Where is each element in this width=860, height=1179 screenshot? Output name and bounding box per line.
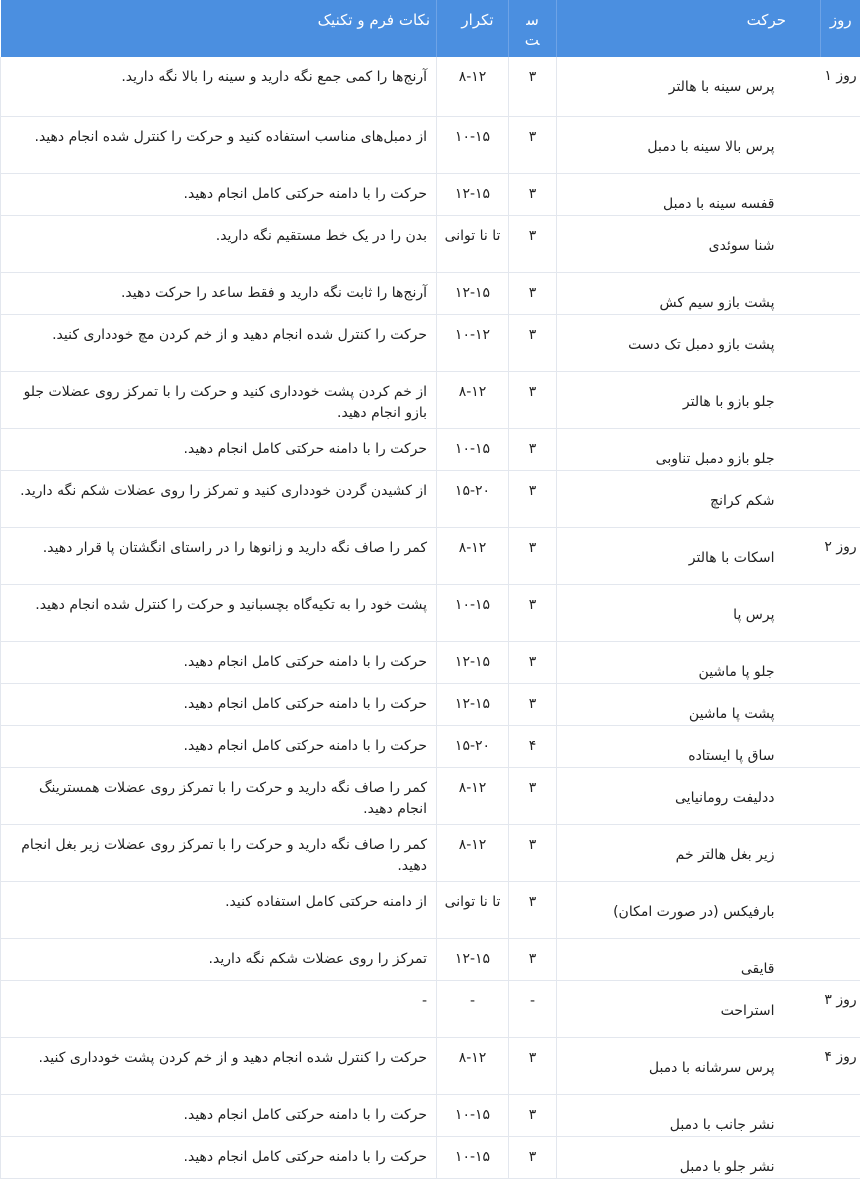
- movement-cell-text: جلو بازو با هالتر: [557, 372, 821, 413]
- movement-cell: [557, 314, 821, 371]
- table-row: [1, 767, 860, 824]
- movement-cell-text: پرس بالا سینه با دمبل: [557, 117, 821, 158]
- sets-cell-text: ۳: [509, 939, 556, 970]
- day-cell: [821, 371, 860, 428]
- reps-cell-text: ۱۵-۲۰: [437, 471, 508, 502]
- tips-cell: [1, 371, 437, 428]
- day-cell: [821, 584, 860, 641]
- tips-cell: [1, 938, 437, 980]
- movement-cell-text: اسکات با هالتر: [557, 528, 821, 569]
- movement-cell-text: پرس سرشانه با دمبل: [557, 1038, 821, 1079]
- day-cell: [821, 470, 860, 527]
- reps-cell: [437, 173, 509, 215]
- tips-cell-text: حرکت را با دامنه حرکتی کامل انجام دهید.: [1, 429, 427, 460]
- sets-cell: [509, 725, 557, 767]
- movement-cell-text: پشت پا ماشین: [557, 684, 821, 725]
- movement-cell: [557, 215, 821, 272]
- movement-cell-text: نشر جانب با دمبل: [557, 1095, 821, 1136]
- sets-cell-text: ۳: [509, 1137, 556, 1168]
- tips-cell-text: بدن را در یک خط مستقیم نگه دارید.: [1, 216, 427, 247]
- tips-cell: [1, 1136, 437, 1178]
- tips-cell: [1, 116, 437, 173]
- reps-cell-text: ۱۰-۱۵: [437, 585, 508, 616]
- movement-cell: [557, 725, 821, 767]
- reps-cell: [437, 428, 509, 470]
- tips-cell-text: از کشیدن گردن خودداری کنید و تمرکز را روی عضلات شکم نگه دارید.: [1, 471, 427, 502]
- table-row: [1, 881, 860, 938]
- tips-cell: [1, 767, 437, 824]
- table-body: [1, 57, 860, 1178]
- tips-cell-text: از دامنه حرکتی کامل استفاده کنید.: [1, 882, 427, 913]
- tips-cell-text: تمرکز را روی عضلات شکم نگه دارید.: [1, 939, 427, 970]
- table-row: [1, 215, 860, 272]
- sets-cell: [509, 683, 557, 725]
- movement-cell-text: زیر بغل هالتر خم: [557, 825, 821, 866]
- day-cell-text: [821, 429, 860, 439]
- sets-cell-text: ۳: [509, 273, 556, 304]
- reps-cell: [437, 371, 509, 428]
- reps-cell: [437, 980, 509, 1037]
- day-cell-text: [821, 273, 860, 283]
- day-cell-text: [821, 471, 860, 481]
- day-cell-text: [821, 684, 860, 694]
- sets-cell-text: ۳: [509, 768, 556, 799]
- tips-cell: [1, 725, 437, 767]
- tips-cell: [1, 215, 437, 272]
- day-cell-text: [821, 372, 860, 382]
- reps-cell: [437, 824, 509, 881]
- reps-cell: [437, 272, 509, 314]
- movement-cell: [557, 767, 821, 824]
- movement-cell: [557, 980, 821, 1037]
- movement-cell-text: قایقی: [557, 939, 821, 980]
- day-cell: [821, 527, 860, 584]
- day-cell: [821, 881, 860, 938]
- reps-cell-text: ۱۲-۱۵: [437, 939, 508, 970]
- table-row: [1, 314, 860, 371]
- day-cell: [821, 938, 860, 980]
- sets-cell: [509, 215, 557, 272]
- reps-cell: [437, 584, 509, 641]
- day-cell-text: [821, 1137, 860, 1147]
- table-row: [1, 57, 860, 116]
- tips-cell: [1, 428, 437, 470]
- reps-cell-text: ۸-۱۲: [437, 57, 508, 88]
- tips-cell-text: حرکت را با دامنه حرکتی کامل انجام دهید.: [1, 684, 427, 715]
- day-cell: [821, 428, 860, 470]
- day-cell-text: [821, 825, 860, 835]
- movement-cell-text: پشت بازو سیم کش: [557, 273, 821, 314]
- day-cell-text: روز ۴: [821, 1038, 860, 1067]
- tips-cell-text: -: [1, 981, 427, 1012]
- sets-cell-text: ۴: [509, 726, 556, 757]
- header-day: روز: [821, 0, 860, 57]
- table-row: [1, 1136, 860, 1178]
- reps-cell-text: -: [437, 981, 508, 1012]
- reps-cell-text: تا نا توانی: [437, 216, 508, 247]
- sets-cell-text: ۳: [509, 117, 556, 148]
- movement-cell-text: ددلیفت رومانیایی: [557, 768, 821, 809]
- movement-cell: [557, 116, 821, 173]
- movement-cell: [557, 57, 821, 116]
- header-tips: نکات فرم و تکنیک: [1, 0, 437, 57]
- movement-cell: [557, 1136, 821, 1178]
- movement-cell-text: پشت بازو دمبل تک دست: [557, 315, 821, 356]
- reps-cell-text: ۸-۱۲: [437, 372, 508, 403]
- tips-cell: [1, 173, 437, 215]
- sets-cell: [509, 980, 557, 1037]
- sets-cell: [509, 584, 557, 641]
- tips-cell-text: حرکت را با دامنه حرکتی کامل انجام دهید.: [1, 1095, 427, 1126]
- movement-cell-text: شنا سوئدی: [557, 216, 821, 257]
- tips-cell: [1, 824, 437, 881]
- reps-cell-text: ۱۰-۱۵: [437, 1095, 508, 1126]
- sets-cell-text: ۳: [509, 174, 556, 205]
- tips-cell-text: حرکت را کنترل شده انجام دهید و از خم کردن پشت خودداری کنید.: [1, 1038, 427, 1069]
- day-cell: [821, 57, 860, 116]
- movement-cell: [557, 272, 821, 314]
- day-cell: [821, 215, 860, 272]
- reps-cell: [437, 314, 509, 371]
- reps-cell: [437, 1094, 509, 1136]
- tips-cell-text: حرکت را با دامنه حرکتی کامل انجام دهید.: [1, 642, 427, 673]
- movement-cell-text: ساق پا ایستاده: [557, 726, 821, 767]
- day-cell-text: [821, 768, 860, 778]
- sets-cell-text: ۳: [509, 684, 556, 715]
- day-cell-text: روز ۱: [821, 57, 860, 86]
- sets-cell: [509, 314, 557, 371]
- movement-cell-text: شکم کرانچ: [557, 471, 821, 512]
- table-row: [1, 641, 860, 683]
- day-cell: [821, 641, 860, 683]
- day-cell-text: [821, 939, 860, 949]
- sets-cell: [509, 881, 557, 938]
- header-reps: تکرار: [437, 0, 509, 57]
- header-sets: ست: [509, 0, 557, 57]
- tips-cell: [1, 980, 437, 1037]
- tips-cell: [1, 881, 437, 938]
- reps-cell-text: تا نا توانی: [437, 882, 508, 913]
- movement-cell-text: قفسه سینه با دمبل: [557, 174, 821, 215]
- sets-cell-text: ۳: [509, 882, 556, 913]
- table-row: [1, 683, 860, 725]
- reps-cell-text: ۱۲-۱۵: [437, 684, 508, 715]
- day-cell: [821, 1094, 860, 1136]
- sets-cell-text: ۳: [509, 315, 556, 346]
- table-header-row: [1, 0, 860, 57]
- reps-cell-text: ۱۲-۱۵: [437, 642, 508, 673]
- tips-cell-text: آرنج‌ها را کمی جمع نگه دارید و سینه را بالا نگه دارید.: [1, 57, 427, 88]
- tips-cell: [1, 584, 437, 641]
- reps-cell-text: ۱۵-۲۰: [437, 726, 508, 757]
- movement-cell: [557, 683, 821, 725]
- day-cell: [821, 1037, 860, 1094]
- reps-cell: [437, 215, 509, 272]
- table-row: [1, 272, 860, 314]
- movement-cell: [557, 371, 821, 428]
- reps-cell-text: ۱۲-۱۵: [437, 174, 508, 205]
- reps-cell: [437, 767, 509, 824]
- reps-cell: [437, 527, 509, 584]
- sets-cell-text: ۳: [509, 429, 556, 460]
- sets-cell-text: ۳: [509, 57, 556, 88]
- sets-cell: [509, 428, 557, 470]
- sets-cell: [509, 57, 557, 116]
- reps-cell: [437, 881, 509, 938]
- day-cell-text: [821, 726, 860, 736]
- sets-cell: [509, 470, 557, 527]
- tips-cell-text: کمر را صاف نگه دارید و حرکت را با تمرکز روی عضلات زیر بغل انجام دهید.: [1, 825, 427, 877]
- reps-cell: [437, 116, 509, 173]
- day-cell: [821, 767, 860, 824]
- table-row: [1, 116, 860, 173]
- tips-cell-text: حرکت را با دامنه حرکتی کامل انجام دهید.: [1, 174, 427, 205]
- reps-cell: [437, 683, 509, 725]
- tips-cell-text: حرکت را با دامنه حرکتی کامل انجام دهید.: [1, 1137, 427, 1168]
- reps-cell-text: ۱۰-۱۵: [437, 1137, 508, 1168]
- sets-cell: [509, 1136, 557, 1178]
- tips-cell-text: حرکت را با دامنه حرکتی کامل انجام دهید.: [1, 726, 427, 757]
- sets-cell: [509, 116, 557, 173]
- reps-cell-text: ۱۰-۱۲: [437, 315, 508, 346]
- day-cell: [821, 725, 860, 767]
- reps-cell-text: ۸-۱۲: [437, 768, 508, 799]
- tips-cell-text: حرکت را کنترل شده انجام دهید و از خم کردن مچ خودداری کنید.: [1, 315, 427, 346]
- day-cell-text: [821, 1095, 860, 1105]
- sets-cell: [509, 173, 557, 215]
- table-row: [1, 428, 860, 470]
- day-cell: [821, 272, 860, 314]
- movement-cell: [557, 428, 821, 470]
- tips-cell-text: از دمبل‌های مناسب استفاده کنید و حرکت را کنترل شده انجام دهید.: [1, 117, 427, 148]
- sets-cell-text: ۳: [509, 1095, 556, 1126]
- movement-cell-text: بارفیکس (در صورت امکان): [557, 882, 821, 923]
- day-cell: [821, 683, 860, 725]
- header-movement: حرکت: [557, 0, 821, 57]
- movement-cell: [557, 824, 821, 881]
- day-cell: [821, 173, 860, 215]
- tips-cell: [1, 527, 437, 584]
- day-cell-text: [821, 642, 860, 652]
- sets-cell-text: ۳: [509, 642, 556, 673]
- day-cell: [821, 824, 860, 881]
- table-row: [1, 371, 860, 428]
- movement-cell: [557, 1094, 821, 1136]
- sets-cell-text: ۳: [509, 825, 556, 856]
- day-cell-text: [821, 315, 860, 325]
- sets-cell-text: -: [509, 981, 556, 1012]
- day-cell: [821, 314, 860, 371]
- table-row: [1, 824, 860, 881]
- reps-cell: [437, 470, 509, 527]
- reps-cell: [437, 57, 509, 116]
- movement-cell: [557, 527, 821, 584]
- reps-cell-text: ۸-۱۲: [437, 825, 508, 856]
- sets-cell-text: ۳: [509, 585, 556, 616]
- reps-cell-text: ۱۰-۱۵: [437, 117, 508, 148]
- reps-cell-text: ۱۲-۱۵: [437, 273, 508, 304]
- movement-cell: [557, 584, 821, 641]
- sets-cell: [509, 272, 557, 314]
- sets-cell-text: ۳: [509, 372, 556, 403]
- reps-cell: [437, 725, 509, 767]
- tips-cell-text: آرنج‌ها را ثابت نگه دارید و فقط ساعد را حرکت دهید.: [1, 273, 427, 304]
- table-row: [1, 584, 860, 641]
- tips-cell: [1, 314, 437, 371]
- tips-cell-text: کمر را صاف نگه دارید و زانوها را در راستای انگشتان پا قرار دهید.: [1, 528, 427, 559]
- movement-cell-text: پرس پا: [557, 585, 821, 626]
- day-cell-text: [821, 585, 860, 595]
- tips-cell: [1, 1094, 437, 1136]
- sets-cell: [509, 641, 557, 683]
- reps-cell: [437, 938, 509, 980]
- tips-cell: [1, 272, 437, 314]
- movement-cell-text: پرس سینه با هالتر: [557, 57, 821, 98]
- sets-cell: [509, 824, 557, 881]
- tips-cell-text: از خم کردن پشت خودداری کنید و حرکت را با تمرکز روی عضلات جلو بازو انجام دهید.: [1, 372, 427, 424]
- reps-cell-text: ۸-۱۲: [437, 528, 508, 559]
- movement-cell: [557, 881, 821, 938]
- movement-cell: [557, 938, 821, 980]
- table-row: [1, 725, 860, 767]
- tips-cell-text: کمر را صاف نگه دارید و حرکت را با تمرکز روی عضلات همسترینگ انجام دهید.: [1, 768, 427, 820]
- table-row: [1, 470, 860, 527]
- movement-cell: [557, 1037, 821, 1094]
- tips-cell: [1, 57, 437, 116]
- day-cell-text: [821, 882, 860, 892]
- movement-cell-text: جلو پا ماشین: [557, 642, 821, 683]
- day-cell-text: روز ۳: [821, 981, 860, 1010]
- sets-cell: [509, 1037, 557, 1094]
- reps-cell-text: ۱۰-۱۵: [437, 429, 508, 460]
- tips-cell: [1, 683, 437, 725]
- sets-cell: [509, 527, 557, 584]
- tips-cell: [1, 1037, 437, 1094]
- day-cell-text: روز ۲: [821, 528, 860, 557]
- tips-cell-text: پشت خود را به تکیه‌گاه بچسبانید و حرکت را کنترل شده انجام دهید.: [1, 585, 427, 616]
- day-cell: [821, 980, 860, 1037]
- movement-cell: [557, 173, 821, 215]
- tips-cell: [1, 641, 437, 683]
- day-cell-text: [821, 174, 860, 184]
- tips-cell: [1, 470, 437, 527]
- table-row: [1, 1037, 860, 1094]
- day-cell: [821, 116, 860, 173]
- movement-cell: [557, 641, 821, 683]
- table-row: [1, 527, 860, 584]
- table-row: [1, 980, 860, 1037]
- sets-cell-text: ۳: [509, 528, 556, 559]
- movement-cell-text: جلو بازو دمبل تناوبی: [557, 429, 821, 470]
- movement-cell-text: استراحت: [557, 981, 821, 1022]
- reps-cell: [437, 1136, 509, 1178]
- sets-cell-text: ۳: [509, 216, 556, 247]
- table-row: [1, 938, 860, 980]
- sets-cell: [509, 767, 557, 824]
- reps-cell: [437, 641, 509, 683]
- day-cell-text: [821, 216, 860, 226]
- sets-cell: [509, 938, 557, 980]
- movement-cell: [557, 470, 821, 527]
- reps-cell-text: ۸-۱۲: [437, 1038, 508, 1069]
- reps-cell: [437, 1037, 509, 1094]
- sets-cell: [509, 1094, 557, 1136]
- table-row: [1, 173, 860, 215]
- day-cell: [821, 1136, 860, 1178]
- movement-cell-text: نشر جلو با دمبل: [557, 1137, 821, 1178]
- sets-cell-text: ۳: [509, 1038, 556, 1069]
- sets-cell: [509, 371, 557, 428]
- sets-cell-text: ۳: [509, 471, 556, 502]
- day-cell-text: [821, 117, 860, 127]
- table-row: [1, 1094, 860, 1136]
